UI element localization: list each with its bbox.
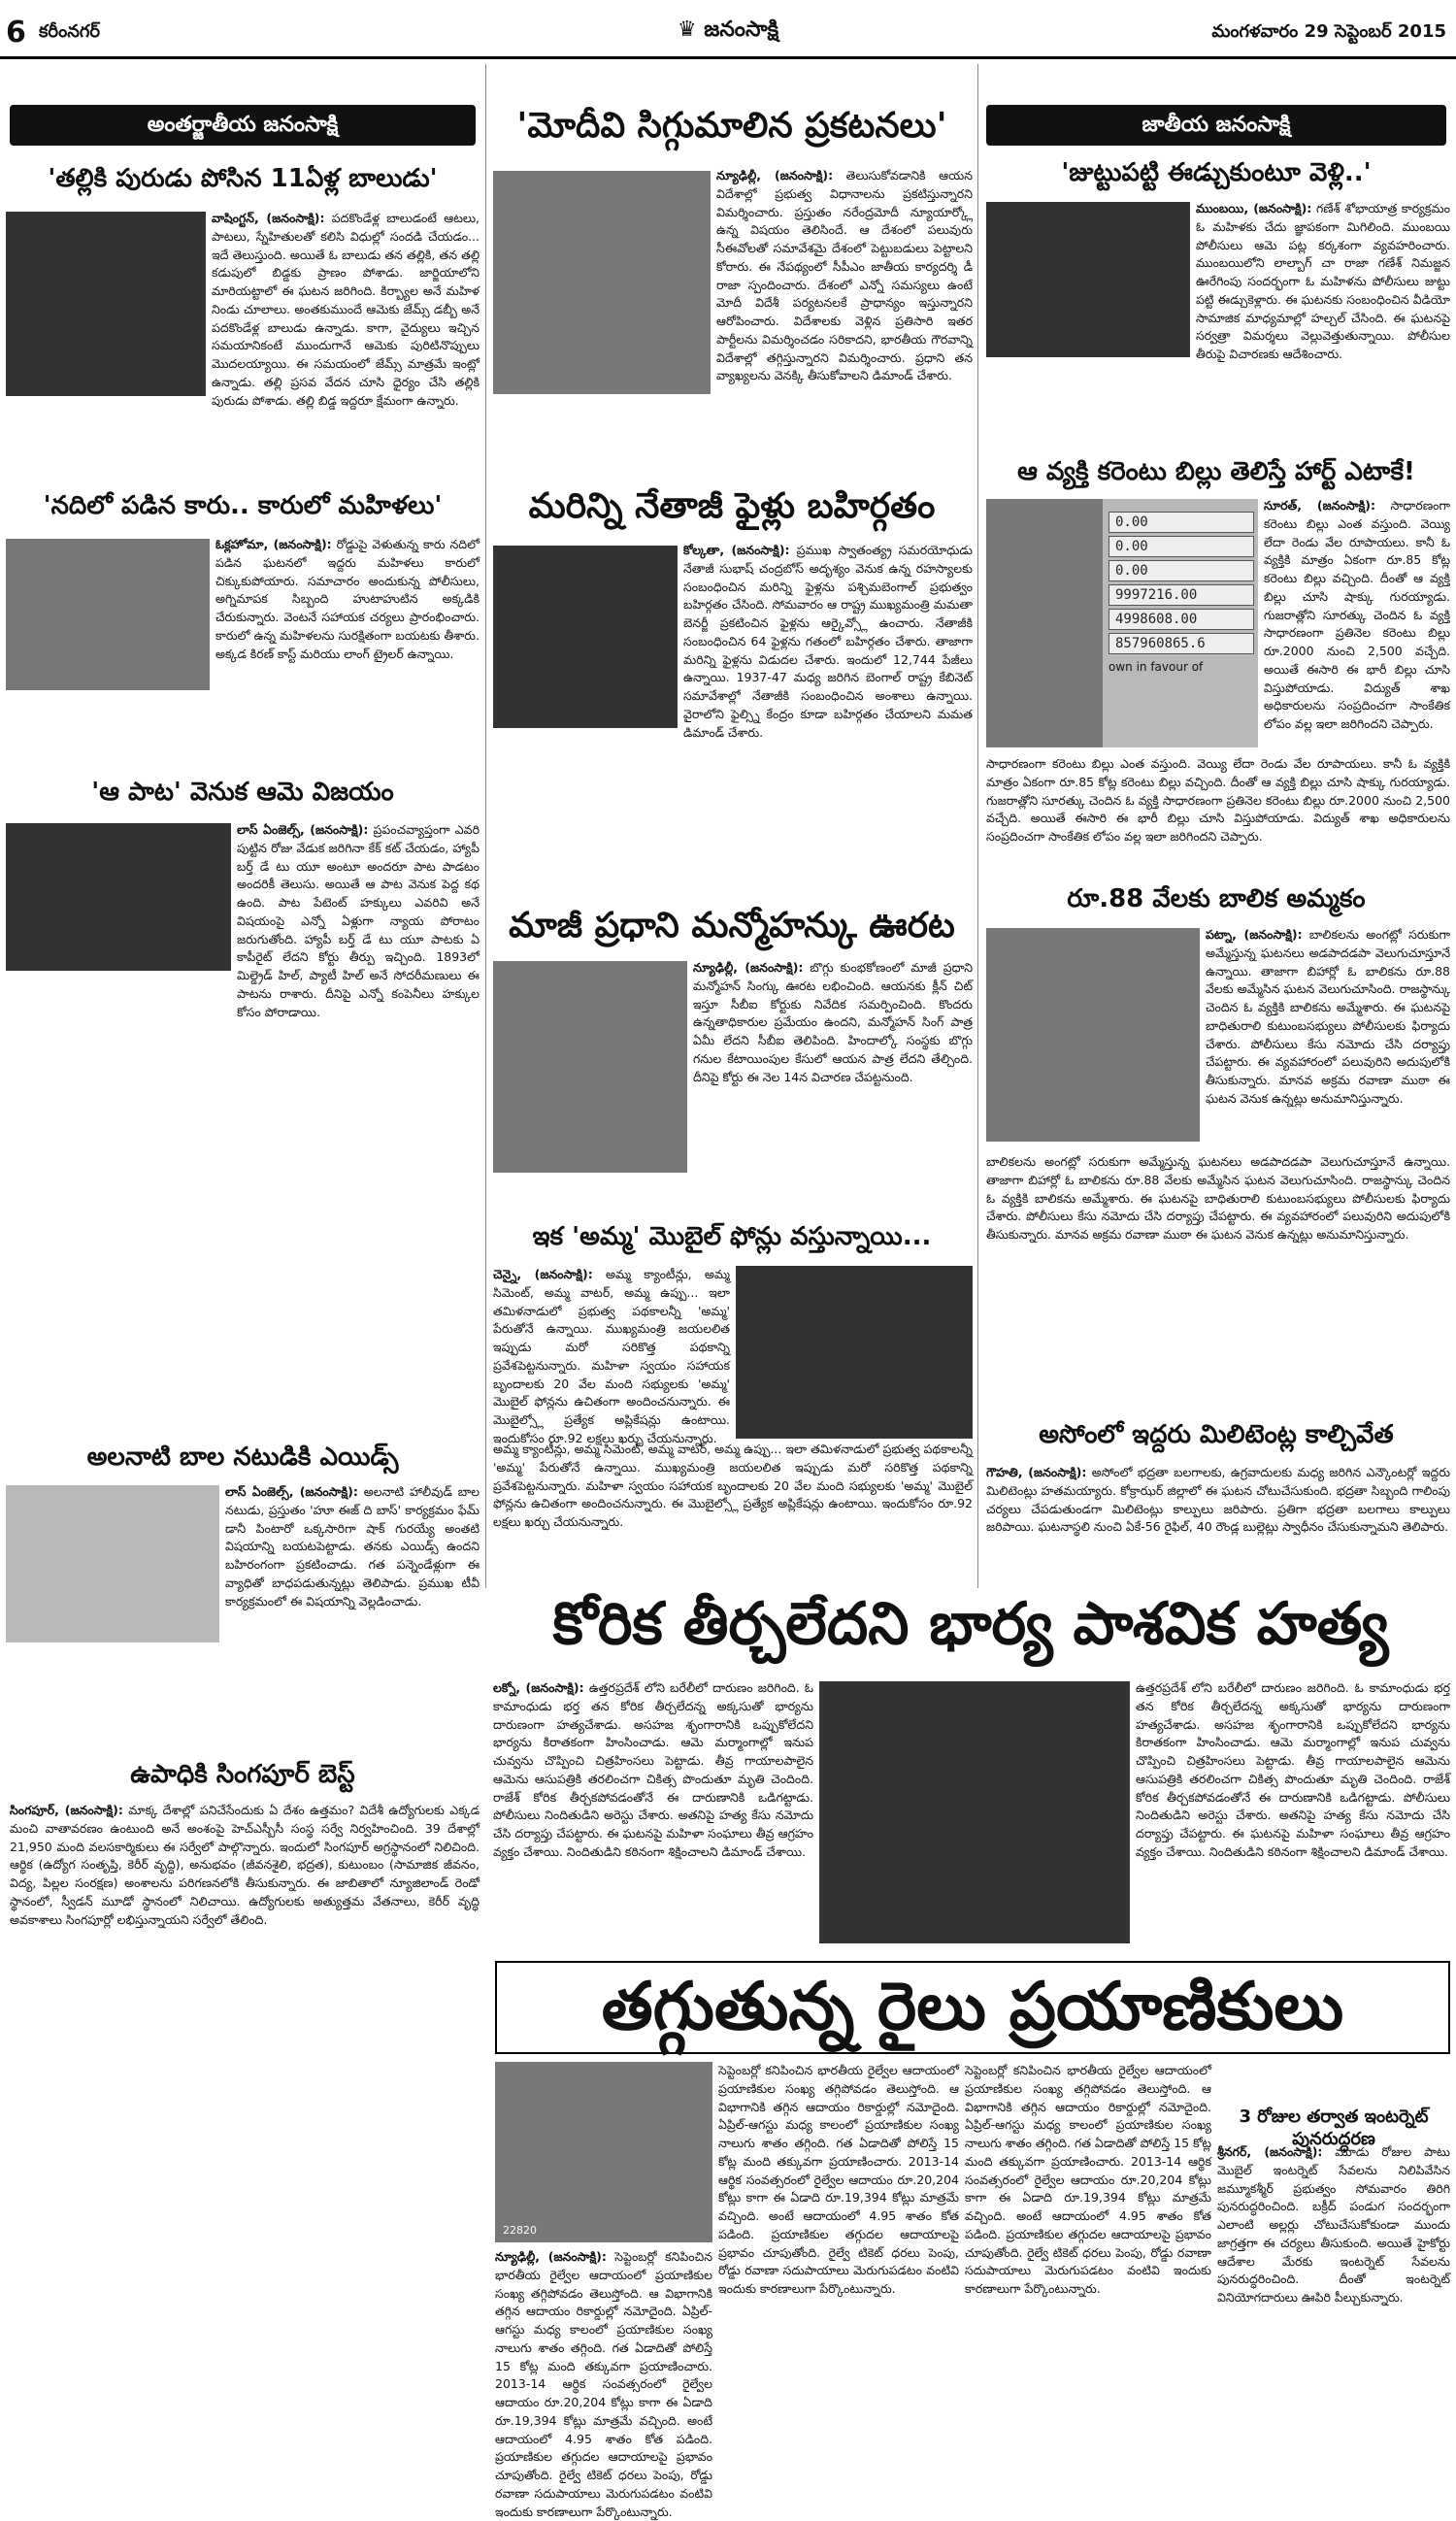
bill-number: 0.00 (1109, 536, 1254, 557)
article-text: రోడ్డుపై వెళుతున్న కారు నదిలో పడిన ఘటనలో ఇద్దరు మహిళలు కారులో చిక్కుకుపోయారు. సమాచారం అందుకున్న పోలీసులు, అగ్నిమాపక సిబ్బంది హుటాహుటిన అక్కడికి చేరుకున్నారు. వెంటనే సహాయక చర్యలు ప్రారంభించారు. కారులో ఉన్న మహిళలను సురక్షితంగా బయటకు తీశారు. అక్కడ కిరణ్ కాస్ట్ మరియు లాంగ్ ట్రైలర్ ఉన్నాయి. (215, 537, 480, 661)
article-text: అమ్మ క్యాంటీన్లు, అమ్మ సిమెంట్, అమ్మ వాటర్, అమ్మ ఉప్పు... ఇలా తమిళనాడులో ప్రభుత్వ పథకాలన్నీ 'అమ్మ' పేరుతోనే ఉన్నాయి. ముఖ్యమంత్రి జయలలిత ఇప్పుడు మరో సరికొత్త పథకాన్ని ప్రవేశపెట్టనున్నారు. మహిళా స్వయం సహాయక బృందాలకు 20 వేల మంది సభ్యులకు 'అమ్మ' మొబైల్ ఫోన్లను ఉచితంగా అందించనున్నారు. ఈ మొబైల్స్లో ప్రత్యేక అప్లికేషన్లు ఉంటాయి. ఇందుకోసం రూ.92 లక్షలు ఖర్చు చేయనున్నారు. (493, 1442, 973, 1529)
photo-netaji (493, 546, 678, 728)
dateline: వాషింగ్టన్, (జనంసాక్షి): (212, 211, 325, 225)
train-number: 22820 (503, 2224, 537, 2237)
dateline: ఓక్లహోమా, (జనంసాక్షి): (215, 537, 332, 551)
dateline: న్యూఢిల్లీ, (జనంసాక్షి): (716, 168, 834, 182)
header-rule (0, 56, 1456, 59)
article-wife-murder-continued (1136, 1679, 1450, 1951)
article-text: సాధారణంగా కరెంటు బిల్లు ఎంత వస్తుంది. వెయ్యి లేదా రెండు వేల రూపాయలు. కానీ ఓ వ్యక్తికి మాత్రం ఏకంగా రూ.85 కోట్ల కరెంటు బిల్లు వచ్చింది. దీంతో ఆ వ్యక్తి బిల్లు చూసి షాక్కు గురయ్యాడు. గుజరాత్లోని సూరత్కు చెందిన ఓ వ్యక్తి సాధారణంగా ప్రతినెల కరెంటు బిల్లు రూ.2000 నుంచి 2,500 వచ్చేది. అయితే ఈసారి ఈ భారీ బిల్లు చూసి విస్తుపోయాడు. విద్యుత్ శాఖ అధికారులను సంప్రదించగా సాంకేతిక లోపం వల్ల ఇలా జరిగిందని చెప్పారు. (1264, 498, 1450, 731)
dateline: ముంబయి, (జనంసాక్షి): (1196, 201, 1312, 216)
headline-jhuttu: 'జుట్టుపట్టి ఈడ్చుకుంటూ వెళ్లి..' (1061, 158, 1372, 187)
article-netaji (683, 542, 973, 911)
article-text: ఉత్తరప్రదేశ్ లోని బరేలీలో దారుణం జరిగింది. ఓ కామాంధుడు భర్త తన కోరిక తీర్చలేదన్న అక్కసుతో భార్యను దారుణంగా హత్యచేశాడు. అసహజ శృంగారానికి ఒప్పుకోలేదని భార్యను కిరాతకంగా హింసించాడు. ఆమె మర్మాంగాల్లో ఇనుప చువ్వను చొప్పించి చిత్రహింసలు పెట్టాడు. తీవ్ర గాయాలపాలైన ఆమెను ఆసుపత్రికి తరలించగా చికిత్స పొందుతూ మృతి చెందింది. రాజేశ్ కోరిక తీర్చకపోవడంతోనే ఈ దారుణానికి ఒడిగట్టాడు. పోలీసులు నిందితుడిని అరెస్టు చేశారు. అతనిపై హత్య కేసు నమోదు చేసి దర్యాప్తు చేపట్టారు. ఈ ఘటనపై మహిళా సంఘాలు తీవ్ర ఆగ్రహం వ్యక్తం చేశాయి. నిందితుడిని కఠినంగా శిక్షించాలని డిమాండ్ చేశాయి. (493, 1680, 814, 1859)
photo-actor (6, 1485, 219, 1642)
article-text: సెప్టెంబర్లో కనిపించిన భారతీయ రైల్వేల ఆదాయంలో ప్రయాణికుల సంఖ్య తగ్గిపోవడం తెలుస్తోంది. ఆ విభాగానికి తగ్గిన ఆదాయం రికార్డుల్లో నమోదైంది. ఏప్రిల్-ఆగస్టు మధ్య కాలంలో ప్రయాణికుల సంఖ్య నాలుగు శాతం తగ్గింది. గత ఏడాదితో పోలిస్తే 15 కోట్ల మంది తక్కువగా ప్రయాణించారు. 2013-14 ఆర్థిక సంవత్సరంలో రైల్వేల ఆదాయం రూ.20,204 కోట్లు కాగా ఈ ఏడాది రూ.19,394 కోట్లు మాత్రమే వచ్చింది. అంటే ఆదాయంలో 4.95 శాతం కోత పడింది. ప్రయాణికుల తగ్గుదల ఆదాయాలపై ప్రభావం చూపుతోంది. రైల్వే టికెట్ ధరలు పెంపు, రోడ్డు రవాణా సదుపాయాలు మెరుగుపడటం వంటివి ఇందుకు కారణాలుగా పేర్కొంటున్నారు. (495, 2249, 712, 2519)
photo-car-river (6, 539, 210, 690)
headline-car-women: 'నదిలో పడిన కారు.. కారులో మహిళలు' (43, 491, 443, 520)
photo-singer (6, 823, 231, 971)
article-rail-passengers (495, 2248, 712, 2519)
article-current-bill-continued (986, 755, 1450, 862)
headline-girl-sold: రూ.88 వేలకు బాలిక అమ్మకం (1067, 884, 1366, 913)
article-text: ఉత్తరప్రదేశ్ లోని బరేలీలో దారుణం జరిగింది. ఓ కామాంధుడు భర్త తన కోరిక తీర్చలేదన్న అక్కసుతో భార్యను దారుణంగా హత్యచేశాడు. అసహజ శృంగారానికి ఒప్పుకోలేదని భార్యను కిరాతకంగా హింసించాడు. ఆమె మర్మాంగాల్లో ఇనుప చువ్వను చొప్పించి చిత్రహింసలు పెట్టాడు. తీవ్ర గాయాలపాలైన ఆమెను ఆసుపత్రికి తరలించగా చికిత్స పొందుతూ మృతి చెందింది. రాజేశ్ కోరిక తీర్చకపోవడంతోనే ఈ దారుణానికి ఒడిగట్టాడు. పోలీసులు నిందితుడిని అరెస్టు చేశారు. అతనిపై హత్య కేసు నమోదు చేసి దర్యాప్తు చేపట్టారు. ఈ ఘటనపై మహిళా సంఘాలు తీవ్ర ఆగ్రహం వ్యక్తం చేశాయి. నిందితుడిని కఠినంగా శిక్షించాలని డిమాండ్ చేశాయి. (1136, 1680, 1450, 1859)
bill-figures (1109, 509, 1254, 742)
bill-caption: own in favour of (1109, 660, 1204, 674)
article-text: గణేశ్ శోభాయాత్ర కార్యక్రమం ఓ మహిళకు చేదు జ్ఞాపకంగా మిగిలింది. ముంబయి పోలీసులు ఆమె పట్ల కర్కశంగా వ్యవహరించారు. ముంబయిలోని లాల్బాగ్ చా రాజా గణేశ్ నిమజ్జన ఊరేగింపు సందర్భంగా ఓ మహిళను పోలీసులు జుట్టు పట్టి ఈడ్చుకెళ్లారు. ఈ ఘటనకు సంబంధించిన వీడియో సామాజిక మాధ్యమాల్లో హల్చల్ చేసింది. ఈ ఘటనపై సర్వత్రా విమర్శలు వెల్లువెత్తుతున్నాయి. పోలీసుల తీరుపై విచారణకు ఆదేశించారు. (1196, 201, 1450, 361)
headline-assam: అసోంలో ఇద్దరు మిలిటెంట్ల కాల్చివేత (1039, 1420, 1394, 1449)
photo-electricity-bill (986, 499, 1258, 747)
section-international: అంతర్జాతీయ జనంసాక్షి (10, 105, 476, 146)
article-internet (1217, 2143, 1450, 2423)
dateline: న్యూఢిల్లీ, (జనంసాక్షి): (693, 960, 804, 975)
bill-number: 0.00 (1109, 560, 1254, 581)
article-text: సెప్టెంబర్లో కనిపించిన భారతీయ రైల్వేల ఆదాయంలో ప్రయాణికుల సంఖ్య తగ్గిపోవడం తెలుస్తోంది. ఆ విభాగానికి తగ్గిన ఆదాయం రికార్డుల్లో నమోదైంది. ఏప్రిల్-ఆగస్టు మధ్య కాలంలో ప్రయాణికుల సంఖ్య నాలుగు శాతం తగ్గింది. గత ఏడాదితో పోలిస్తే 15 కోట్ల మంది తక్కువగా ప్రయాణించారు. 2013-14 ఆర్థిక సంవత్సరంలో రైల్వేల ఆదాయం రూ.20,204 కోట్లు కాగా ఈ ఏడాది రూ.19,394 కోట్లు మాత్రమే వచ్చింది. అంటే ఆదాయంలో 4.95 శాతం కోత పడింది. ప్రయాణికుల తగ్గుదల ఆదాయాలపై ప్రభావం చూపుతోంది. రైల్వే టికెట్ ధరలు పెంపు, రోడ్డు రవాణా సదుపాయాలు మెరుగుపడటం వంటివి ఇందుకు కారణాలుగా పేర్కొంటున్నారు. (718, 2063, 959, 2296)
article-aids-child (225, 1483, 480, 1736)
dateline: లాస్ ఏంజెల్స్, (జనంసాక్షి): (237, 822, 369, 837)
article-girl-sold-continued (986, 1153, 1450, 1415)
page-number: 6 (6, 16, 26, 50)
photo-man (986, 499, 1103, 747)
headline-internet: 3 రోజుల తర్వాత ఇంటర్నెట్ పునరుద్ధరణ (1239, 2106, 1429, 2149)
article-text: ప్రపంచవ్యాప్తంగా ఎవరి పుట్టిన రోజు వేడుక జరిగినా కేక్ కట్ చేయడం, హ్యాపీ బర్త్ డే టు యూ అంటూ అందరూ పాట పాడటం అందరికీ తెలుసు. అయితే ఆ పాట వెనుక పెద్ద కథ ఉంది. పాట పేటెంట్ హక్కులు ఎవరివి అనే విషయంపై ఎన్నో ఏళ్లుగా న్యాయ పోరాటం జరుగుతోంది. హ్యాపీ బర్త్ డే టు యూ పాటకు ఏ కాపీరైట్ లేదని కోర్టు తీర్పు ఇచ్చింది. 1893లో మిల్డ్రెడ్ హిల్, ప్యాటీ హిల్ అనే సోదరీమణులు ఈ పాటను రాశారు. దీనిపై ఎన్నో కంపెనీలు హక్కుల కోసం పోరాడాయి. (237, 822, 480, 1019)
article-text: మాక్క దేశాల్లో పనిచేసేందుకు ఏ దేశం ఉత్తమం? విదేశీ ఉద్యోగులకు ఎక్కడ మంచి వాతావరణం ఉంటుంది అనే అంశంపై హెచ్ఎస్బీసీ సంస్థ సర్వే నిర్వహించింది. 39 దేశాల్లో 21,950 మంది వలసకార్మికులు ఈ సర్వేలో పాల్గొన్నారు. ఇందులో సింగపూర్ అగ్రస్థానంలో నిలిచింది. ఆర్థిక (ఉద్యోగ సంతృప్తి, కెరీర్ వృద్ధి), అనుభవం (జీవనశైలి, భద్రత), కుటుంబం (సామాజిక జీవనం, విద్య, పిల్లల సంరక్షణ) అంశాలను పరిగణనలోకి తీసుకున్నారు. ఈ జాబితాలో న్యూజిలాండ్ రెండో స్థానంలో, స్వీడన్ మూడో స్థానంలో నిలిచాయి. ఉద్యోగులకు అత్యుత్తమ వేతనాలు, కెరీర్ వృద్ధి అవకాశాలు సింగపూర్లో లభిస్తున్నాయని సర్వేలో తేలింది. (10, 1803, 480, 1927)
article-text: బాలికలను అంగట్లో సరుకుగా అమ్మేస్తున్న ఘటనలు అడపాదడపా వెలుగుచూస్తూనే ఉన్నాయి. తాజాగా బిహార్లో ఓ బాలికను రూ.88 వేలకు అమ్మేసిన ఘటన వెలుగుచూసింది. రాజస్థాన్కు చెందిన ఓ వ్యక్తికి బాలికను అమ్మేశారు. ఈ ఘటనపై బాధితురాలి కుటుంబసభ్యులు పోలీసులకు ఫిర్యాదు చేశారు. పోలీసులు కేసు నమోదు చేసి దర్యాప్తు చేపట్టారు. ఈ వ్యవహారంలో పలువురిని అదుపులోకి తీసుకున్నారు. మానవ అక్రమ రవాణా ముఠా ఈ ఘటన వెనుక ఉన్నట్లు అనుమానిస్తున్నారు. (986, 1154, 1450, 1242)
article-text: తెలుసుకోవడానికి ఆయన విదేశాల్లో ప్రభుత్వ విధానాలను ప్రకటిస్తున్నారని విమర్శించారు. ప్రస్తుతం నరేంద్రమోదీ న్యూయార్క్లో ఉన్న విషయం తెలిసిందే. ఆ దేశంలో పలువురు సీఈవోలతో సమావేశమై దేశంలో పెట్టుబడులు పెట్టాలని కోరారు. ఈ నేపథ్యంలో సీపీఎం జాతీయ కార్యదర్శి డీ రాజా స్పందించారు. దేశంలో ఎన్నో సమస్యలు ఉంటే మోదీ విదేశీ పర్యటనలకే ప్రాధాన్యం ఇస్తున్నారని ఆరోపించారు. విదేశాలకు వెళ్లిన ప్రతిసారి ఇతర పార్టీలను విమర్శించడం సరికాదని, భారతీయ గౌరవాన్ని విదేశాల్లో తగ్గిస్తున్నారని విమర్శించారు. ప్రధాని తన వ్యాఖ్యలను వెనక్కి తీసుకోవాలని డిమాండ్ చేశారు. (716, 168, 973, 383)
edition-name: కరీంనగర్ (39, 21, 100, 42)
dateline: చెన్నై, (జనంసాక్షి): (493, 1267, 593, 1281)
headline-current-bill: ఆ వ్యక్తి కరెంటు బిల్లు తెలిస్తే హార్ట్ ఎటాకే! (1017, 457, 1415, 486)
headline-song-victory: 'ఆ పాట' వెనుక ఆమె విజయం (91, 778, 394, 807)
headline-modi: 'మోదీవి సిగ్గుమాలిన ప్రకటనలు' (516, 106, 947, 146)
article-text: బాలికలను అంగట్లో సరుకుగా అమ్మేస్తున్న ఘటనలు అడపాదడపా వెలుగుచూస్తూనే ఉన్నాయి. తాజాగా బిహార్లో ఓ బాలికను రూ.88 వేలకు అమ్మేసిన ఘటన వెలుగుచూసింది. రాజస్థాన్కు చెందిన ఓ వ్యక్తికి బాలికను అమ్మేశారు. ఈ ఘటనపై బాధితురాలి కుటుంబసభ్యులు పోలీసులకు ఫిర్యాదు చేశారు. పోలీసులు కేసు నమోదు చేసి దర్యాప్తు చేపట్టారు. ఈ వ్యవహారంలో పలువురిని అదుపులోకి తీసుకున్నారు. మానవ అక్రమ రవాణా ముఠా ఈ ఘటన వెనుక ఉన్నట్లు అనుమానిస్తున్నారు. (1206, 927, 1450, 1106)
article-text: ప్రముఖ స్వాతంత్య్ర సమరయోధుడు నేతాజీ సుభాష్ చంద్రబోస్ అదృశ్యం వెనుక ఉన్న రహస్యాలకు సంబంధించిన మరిన్ని ఫైళ్లను పశ్చిమబెంగాల్ ప్రభుత్వం బహిర్గతం చేసింది. సోమవారం ఆ రాష్ట్ర ముఖ్యమంత్రి మమతా బెనర్జీ ప్రకటించిన ఫైళ్లను ఆర్కైవ్స్లో ఉంచారు. నేతాజీకి సంబంధించిన 64 ఫైళ్లను గతంలో బహిర్గతం చేశారు. తాజాగా మరిన్ని ఫైళ్లను విడుదల చేశారు. ఇందులో 12,744 పేజీలు ఉన్నాయి. 1937-47 మధ్య జరిగిన బెంగాల్ రాష్ట్ర కేబినెట్ సమావేశాల్లో నేతాజీకి సంబంధించిన అంశాలు ఉన్నాయి. వైరాలోని ఫైల్స్ని కేంద్రం కూడా బహిర్గతం చేయాలని మమత డిమాండ్ చేశారు. (683, 543, 973, 740)
article-rail-passengers-col3 (965, 2062, 1211, 2423)
dateline: సింగపూర్, (జనంసాక్షి): (10, 1803, 123, 1817)
article-text: సాధారణంగా కరెంటు బిల్లు ఎంత వస్తుంది. వెయ్యి లేదా రెండు వేల రూపాయలు. కానీ ఓ వ్యక్తికి మాత్రం ఏకంగా రూ.85 కోట్ల కరెంటు బిల్లు వచ్చింది. దీంతో ఆ వ్యక్తి బిల్లు చూసి షాక్కు గురయ్యాడు. గుజరాత్లోని సూరత్కు చెందిన ఓ వ్యక్తి సాధారణంగా ప్రతినెల కరెంటు బిల్లు రూ.2000 నుంచి 2,500 వచ్చేది. అయితే ఈసారి ఈ భారీ బిల్లు చూసి విస్తుపోయాడు. విద్యుత్ శాఖ అధికారులను సంప్రదించగా సాంకేతిక లోపం వల్ల ఇలా జరిగిందని చెప్పారు. (986, 756, 1450, 844)
headline-boy-father: 'తల్లికి పురుడు పోసిన 11ఏళ్ల బాలుడు' (48, 164, 438, 193)
article-girl-sold (1206, 926, 1450, 1149)
article-text: అలనాటి హాలీవుడ్ బాల నటుడు, ప్రస్తుతం 'హూ ఈజ్ ది బాస్' కార్యక్రమం ఫేమ్ డానీ పింటారో ఒక్కసారిగా షాక్ గురయ్యే అంతటి విషయాన్ని బయటపెట్టాడు. తనకు ఎయిడ్స్ ఉందని బహిరంగంగా ప్రకటించాడు. గత పన్నెండేళ్లుగా ఈ వ్యాధితో బాధపడుతున్నట్లు తెలిపాడు. ప్రముఖ టీవీ కార్యక్రమంలో ఈ విషయాన్ని వెల్లడించాడు. (225, 1484, 480, 1609)
bill-number: 9997216.00 (1109, 584, 1254, 606)
dateline: లాస్ ఏంజెల్స్, (జనంసాక్షి): (225, 1484, 358, 1499)
headline-singapore: ఉపాధికి సింగపూర్ బెస్ట్ (130, 1760, 355, 1789)
article-rail-passengers-col2 (718, 2062, 959, 2423)
article-amma-mobile (493, 1266, 731, 1445)
photo-ganesh-procession (986, 202, 1190, 357)
article-current-bill (1264, 497, 1450, 749)
article-singapore (10, 1802, 480, 2365)
headline-amma-mobile: ఇక 'అమ్మ' మొబైల్ ఫోన్లు వస్తున్నాయి... (532, 1222, 932, 1251)
dateline: గౌహతి, (జనంసాక్షి): (986, 1465, 1087, 1479)
dateline: పట్నా, (జనంసాక్షి): (1206, 927, 1303, 942)
article-manmohan (693, 959, 973, 1208)
dateline: సూరత్, (జనంసాక్షి): (1264, 498, 1375, 513)
dateline: శ్రీనగర్, (జనంసాక్షి): (1217, 2144, 1323, 2159)
article-text: అసోంలో భద్రతా బలగాలకు, ఉగ్రవాదులకు మధ్య జరిగిన ఎన్కౌంటర్లో ఇద్దరు మిలిటెంట్లు హతమయ్యారు. కోక్రాఝర్ జిల్లాలో ఈ ఘటన చోటుచేసుకుంది. భద్రతా సిబ్బంది గాలింపు చర్యలు చేపడుతుండగా మిలిటెంట్లు కాల్పులు జరిపారు. ప్రతిగా భద్రతా బలగాలు కాల్పులు జరిపాయి. ఘటనాస్థలి నుంచి ఏకే-56 రైఫిల్, 40 రౌండ్ల బుల్లెట్లు స్వాధీనం చేసుకున్నామని తెలిపారు. (986, 1465, 1450, 1535)
dateline: న్యూఢిల్లీ, (జనంసాక్షి): (495, 2249, 607, 2264)
logo-icon: ♛ (677, 17, 705, 42)
article-text: సెప్టెంబర్లో కనిపించిన భారతీయ రైల్వేల ఆదాయంలో ప్రయాణికుల సంఖ్య తగ్గిపోవడం తెలుస్తోంది. ఆ విభాగానికి తగ్గిన ఆదాయం రికార్డుల్లో నమోదైంది. ఏప్రిల్-ఆగస్టు మధ్య కాలంలో ప్రయాణికుల సంఖ్య నాలుగు శాతం తగ్గింది. గత ఏడాదితో పోలిస్తే 15 కోట్ల మంది తక్కువగా ప్రయాణించారు. 2013-14 ఆర్థిక సంవత్సరంలో రైల్వేల ఆదాయం రూ.20,204 కోట్లు కాగా ఈ ఏడాది రూ.19,394 కోట్లు మాత్రమే వచ్చింది. అంటే ఆదాయంలో 4.95 శాతం కోత పడింది. ప్రయాణికుల తగ్గుదల ఆదాయాలపై ప్రభావం చూపుతోంది. రైల్వే టికెట్ ధరలు పెంపు, రోడ్డు రవాణా సదుపాయాలు మెరుగుపడటం వంటివి ఇందుకు కారణాలుగా పేర్కొంటున్నారు. (965, 2063, 1211, 2296)
article-text: మూడు రోజుల పాటు మొబైల్ ఇంటర్నెట్ సేవలను నిలిపివేసిన జమ్మూకశ్మీర్ ప్రభుత్వం సోమవారం తిరిగి పునరుద్ధరించింది. బక్రీద్ పండుగ సందర్భంగా ఎలాంటి అల్లర్లు చోటుచేసుకోకుండా ముందు జాగ్రత్తగా ఈ చర్యలు తీసుకుంది. అయితే హైకోర్టు ఆదేశాల మేరకు ఇంటర్నెట్ సేవలను పునరుద్ధరించింది. దీంతో ఇంటర్నెట్ వినియోగదారులు ఊపిరి పీల్చుకున్నారు. (1217, 2144, 1450, 2305)
column-divider (977, 64, 978, 1588)
section-national: జాతీయ జనంసాక్షి (986, 105, 1446, 146)
photo-manmohan (493, 961, 687, 1173)
article-song-victory (237, 821, 480, 1326)
photo-violence-illustration (819, 1681, 1130, 1943)
article-assam (986, 1464, 1450, 1590)
photo-d-raja (493, 171, 711, 394)
headline-aids-child: అలనాటి బాల నటుడికి ఎయిడ్స్ (86, 1443, 399, 1472)
bill-number: 0.00 (1109, 512, 1254, 533)
bill-number: 857960865.6 (1109, 633, 1254, 654)
dateline: కోల్కతా, (జనంసాక్షి): (683, 543, 790, 557)
logo-text: జనంసాక్షి (704, 17, 779, 42)
masthead-logo (602, 17, 854, 50)
headline-netaji: మరిన్ని నేతాజీ ఫైళ్లు బహిర్గతం (528, 486, 936, 526)
headline-wife-murder: కోరిక తీర్చలేదని భార్య పాశవిక హత్య (552, 1590, 1389, 1658)
headline-rail-passengers: తగ్గుతున్న రైలు ప్రయాణికులు (495, 1961, 1450, 2054)
issue-date: మంగళవారం 29 సెప్టెంబర్ 2015 (1211, 21, 1446, 42)
article-text: బొగ్గు కుంభకోణంలో మాజీ ప్రధాని మన్మోహన్ సింగ్కు ఊరట లభించింది. ఆయనకు క్లీన్ చిట్ ఇస్తూ సీబీఐ కోర్టుకు నివేదిక సమర్పించింది. కొందరు ఉన్నతాధికారుల ప్రమేయం ఉందని, మన్మోహన్ సింగ్ పాత్ర ఏమీ లేదని సీబీఐ తెలిపింది. హిందాల్కో సంస్థకు బొగ్గు గనుల కేటాయింపుల కేసులో ఆయన పాత్ర లేదని తేల్చింది. దీనిపై కోర్టు ఈ నెల 14న విచారణ చేపట్టనుంది. (693, 960, 974, 1084)
headline-manmohan: మాజీ ప్రధాని మన్మోహన్కు ఊరట (509, 906, 955, 945)
photo-girl-blurred (986, 928, 1200, 1142)
photo-jayalalitha-phones (736, 1266, 973, 1439)
dateline: లక్నో, (జనంసాక్షి): (493, 1680, 584, 1695)
bill-number: 4998608.00 (1109, 609, 1254, 630)
article-text: పదకొండేళ్ల బాలుడంటే ఆటలు, పాటలు, స్నేహితులతో కలిసి విధుల్లో సందడి చేయడం... ఇదే తెలుస్తుంది. అయితే ఓ బాలుడు తన తల్లికి, తన తల్లి కడుపులో బిడ్డకు ప్రాణం పోశాడు. జార్జియాలోని మారియట్టాలో ఈ ఘటన జరిగింది. కిర్బ్యాల అనే మహిళ నిండు చూలాలు. అంతకుముందే ఆమెకు జేమ్స్ డబ్బీ అనే పదకొండేళ్ల బాలుడు ఉన్నాడు. కాగా, వైద్యులు ఇచ్చిన సమయానికంటే ముందుగానే ఆమెకు పురిటినొప్పులు మొదలయ్యాయి. ఈ సమయంలో జేమ్స్ మాత్రమే ఇంట్లో ఉన్నాడు. తల్లి ప్రసవ వేదన చూసి ధైర్యం చేసి తల్లికి పురుడు పోశాడు. తల్లి బిడ్డ ఇద్దరూ క్షేమంగా ఉన్నారు. (212, 211, 480, 408)
article-wife-murder (493, 1679, 813, 1951)
article-text: అమ్మ క్యాంటీన్లు, అమ్మ సిమెంట్, అమ్మ వాటర్, అమ్మ ఉప్పు... ఇలా తమిళనాడులో ప్రభుత్వ పథకాలన్నీ 'అమ్మ' పేరుతోనే ఉన్నాయి. ముఖ్యమంత్రి జయలలిత ఇప్పుడు మరో సరికొత్త పథకాన్ని ప్రవేశపెట్టనున్నారు. మహిళా స్వయం సహాయక బృందాలకు 20 వేల మంది సభ్యులకు 'అమ్మ' మొబైల్ ఫోన్లను ఉచితంగా అందించనున్నారు. ఈ మొబైల్స్లో ప్రత్యేక అప్లికేషన్లు ఉంటాయి. ఇందుకోసం రూ.92 లక్షలు ఖర్చు చేయనున్నారు. (493, 1267, 731, 1445)
photo-mother-son (6, 212, 206, 396)
column-divider (485, 64, 486, 1588)
article-car-women (215, 536, 480, 774)
photo-train (495, 2062, 712, 2242)
article-amma-mobile-continued (493, 1441, 973, 1557)
